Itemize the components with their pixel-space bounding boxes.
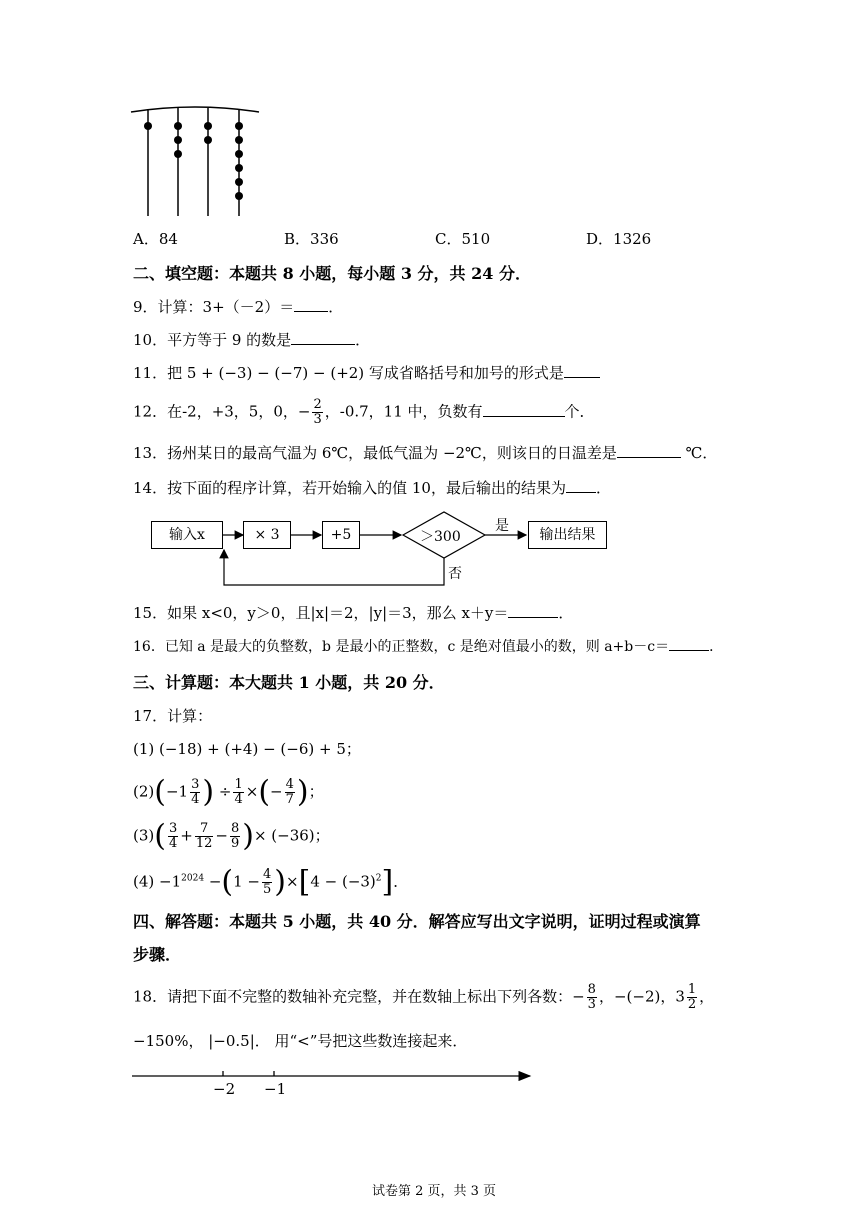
flow-input-box: 输入x <box>151 521 223 549</box>
flow-plus5-box: +5 <box>322 521 360 549</box>
flow-times3-box: × 3 <box>243 521 291 549</box>
question-16: 16．已知 a 是最大的负整数，b 是最小的正整数，c 是绝对值最小的数，则 a+b－c＝ ． <box>133 636 723 657</box>
section-2-heading: 二、填空题：本题共 8 小题，每小题 3 分，共 24 分． <box>133 264 531 283</box>
q17-part-3: (3)( $\frac{3}{4}$ + $\frac{7}{12}$ − $\frac{8}{9}$ )× (−36)； <box>133 818 330 854</box>
page-footer: 试卷第 2 页，共 3 页 <box>371 1184 497 1199</box>
q8-option-d: D．1326 <box>586 230 652 248</box>
abacus-figure <box>128 104 263 219</box>
section-3-heading: 三、计算题：本大题共 1 小题，共 20 分． <box>133 673 445 692</box>
fraction: $\frac{2}{3}$ <box>313 397 322 427</box>
flow-condition-label: ＞300 <box>420 529 461 545</box>
question-13: 13．扬州某日的最高气温为 6℃，最低气温为 −2℃，则该日的日温差是 ℃． <box>133 444 718 462</box>
question-18-line-2: −150%， |−0.5|． 用“<”号把这些数连接起来． <box>133 1032 468 1050</box>
question-10: 10．平方等于 9 的数是 ． <box>133 331 371 349</box>
flow-output-box: 输出结果 <box>528 521 607 549</box>
answer-blank[interactable] <box>617 443 681 458</box>
answer-blank[interactable] <box>294 297 328 312</box>
flow-no-label: 否 <box>448 566 462 582</box>
section-4-heading: 四、解答题：本题共 5 小题，共 40 分．解答应写出文字说明，证明过程或演算 <box>133 912 701 931</box>
question-9: 9．计算：3+（－2）＝ ． <box>133 298 344 316</box>
answer-blank[interactable] <box>508 603 558 618</box>
question-12: 12．在-2，+3，5，0，− $\frac{2}{3}$ ，-0.7，11 中，负数有 个． <box>133 397 595 427</box>
axis-label-neg2: −2 <box>213 1080 236 1098</box>
question-17-title: 17．计算： <box>133 707 213 725</box>
answer-blank[interactable] <box>669 636 709 651</box>
answer-blank[interactable] <box>483 402 565 417</box>
q17-part-4: $(4) -1^{2024} -(1$ − $\frac{4}{5}$ )$\times[4 - (-3)^2]$． <box>133 864 409 900</box>
flow-yes-label: 是 <box>495 518 509 534</box>
number-line <box>130 1070 540 1090</box>
answer-blank[interactable] <box>566 478 596 493</box>
q17-part-2: (2)(−1 $\frac{3}{4}$ ) ÷ $\frac{1}{4}$ ×(− $\frac{4}{7}$ )； <box>133 774 324 810</box>
question-18: 18．请把下面不完整的数轴补充完整，并在数轴上标出下列各数：− $\frac{8}{3}$ ，−(−2)，3 $\frac{1}{2}$ ， <box>133 982 715 1012</box>
answer-blank[interactable] <box>291 330 355 345</box>
section-4-heading-cont: 步骤． <box>133 945 182 964</box>
q8-option-c: C．510 <box>435 230 491 248</box>
q17-part-1: (1) (−18) + (+4) − (−6) + 5； <box>133 740 361 758</box>
answer-blank[interactable] <box>564 363 600 378</box>
question-15: 15．如果 x<0，y＞0，且|x|＝2，|y|＝3，那么 x＋y＝ ． <box>133 604 574 622</box>
q8-option-b: B．336 <box>284 230 339 248</box>
question-11: 11．把 5 + (−3) − (−7) − (+2) 写成省略括号和加号的形式是 <box>133 363 600 383</box>
question-14: 14．按下面的程序计算，若开始输入的值 10，最后输出的结果为 ． <box>133 479 611 497</box>
axis-label-neg1: −1 <box>264 1080 287 1098</box>
q8-option-a: A．84 <box>133 230 178 248</box>
